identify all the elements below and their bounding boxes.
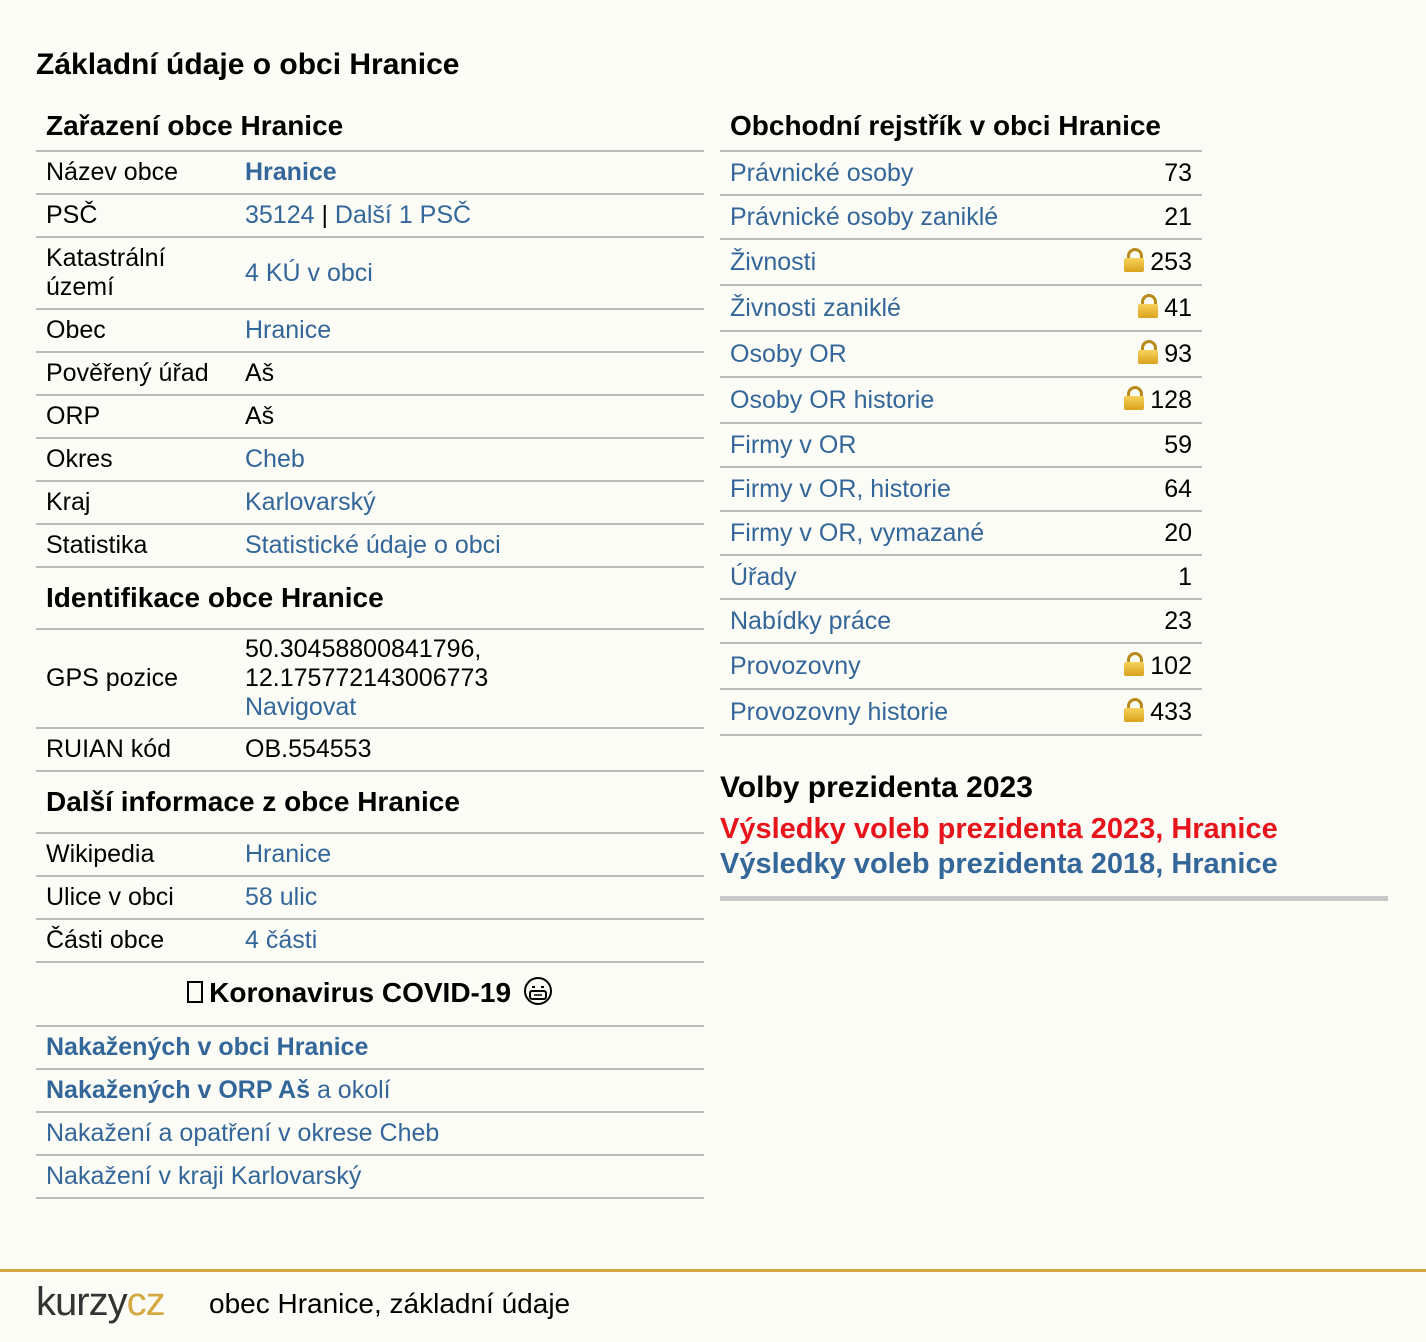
povereny-urad-value: Aš [235, 352, 704, 395]
table-row [36, 395, 704, 438]
row-label: Ulice v obci [36, 876, 235, 919]
more-psc-link[interactable]: Další 1 PSČ [334, 201, 472, 229]
missing-glyph-icon [187, 981, 203, 1003]
table-row [36, 1027, 704, 1069]
table-row [720, 195, 1202, 239]
okres-link[interactable]: Cheb [245, 445, 305, 473]
table-row [720, 423, 1202, 467]
row-label: Okres [36, 438, 235, 481]
section-heading-or: Obchodní rejstřík v obci Hranice [720, 100, 1202, 152]
table-row [36, 352, 704, 395]
face-mask-icon [523, 976, 553, 1006]
or-row-count: 20 [1164, 519, 1192, 547]
lock-icon [1138, 294, 1158, 318]
ulice-link[interactable]: 58 ulic [245, 883, 318, 911]
or-row-count: 128 [1150, 386, 1192, 414]
row-label: Pověřený úřad [36, 352, 235, 395]
or-table [720, 152, 1202, 736]
or-row-link[interactable]: Firmy v OR, vymazané [730, 519, 985, 547]
or-row-link[interactable]: Právnické osoby [730, 159, 914, 187]
or-row-link[interactable]: Právnické osoby zaniklé [730, 203, 999, 231]
table-row [720, 152, 1202, 195]
navigovat-link[interactable]: Navigovat [245, 693, 357, 721]
logo-part2: cz [126, 1280, 165, 1324]
or-row-count: 73 [1164, 159, 1192, 187]
row-label: Kraj [36, 481, 235, 524]
table-row [720, 285, 1202, 331]
left-column [36, 100, 704, 1199]
table-row [720, 689, 1202, 735]
gps-lat: 50.30458800841796, [245, 635, 482, 663]
lock-icon [1124, 698, 1144, 722]
casti-link[interactable]: 4 části [245, 926, 318, 954]
row-label: RUIAN kód [36, 728, 235, 771]
table-row [720, 511, 1202, 555]
table-row [36, 1112, 704, 1155]
or-row-count: 93 [1164, 340, 1192, 368]
table-row [36, 1069, 704, 1112]
table-row [36, 630, 704, 728]
table-row [36, 1155, 704, 1198]
section-heading-identifikace: Identifikace obce Hranice [36, 568, 704, 630]
or-row-count: 64 [1164, 475, 1192, 503]
row-label: PSČ [36, 194, 235, 237]
row-label: Wikipedia [36, 834, 235, 876]
or-row-link[interactable]: Živnosti zaniklé [730, 294, 901, 322]
logo-part1: kurzy [36, 1280, 127, 1324]
covid-table [36, 1027, 704, 1199]
or-row-link[interactable]: Živnosti [730, 248, 817, 276]
covid-heading [36, 963, 704, 1027]
covid-orp-link[interactable] [46, 1076, 391, 1104]
section-heading-zarazeni: Zařazení obce Hranice [36, 100, 704, 152]
table-row [720, 643, 1202, 689]
table-row [36, 152, 704, 194]
table-row [720, 377, 1202, 423]
covid-orp-rest: a okolí [310, 1076, 391, 1104]
lock-icon [1124, 386, 1144, 410]
lock-icon [1124, 652, 1144, 676]
volby-2023-link[interactable]: Výsledky voleb prezidenta 2023, Hranice [720, 813, 1278, 845]
row-label: Části obce [36, 919, 235, 962]
or-row-link[interactable]: Osoby OR historie [730, 386, 935, 414]
wikipedia-link[interactable]: Hranice [245, 840, 332, 868]
or-row-count: 1 [1178, 563, 1192, 591]
obec-name-link[interactable]: Hranice [245, 158, 337, 186]
table-row [720, 331, 1202, 377]
section-heading-dalsi: Další informace z obce Hranice [36, 772, 704, 834]
psc-link[interactable]: 35124 [245, 201, 315, 229]
or-row-link[interactable]: Firmy v OR [730, 431, 857, 459]
kraj-link[interactable]: Karlovarský [245, 488, 376, 516]
statistika-link[interactable]: Statistické údaje o obci [245, 531, 501, 559]
row-label: ORP [36, 395, 235, 438]
or-row-count: 59 [1164, 431, 1192, 459]
or-row-count: 433 [1150, 698, 1192, 726]
table-row [36, 237, 704, 309]
table-row [36, 194, 704, 237]
or-row-count: 23 [1164, 607, 1192, 635]
table-row [36, 481, 704, 524]
table-row [720, 467, 1202, 511]
table-row [36, 438, 704, 481]
table-row [720, 555, 1202, 599]
or-row-link[interactable]: Úřady [730, 563, 797, 591]
covid-orp-bold: Nakažených v ORP Aš [46, 1076, 311, 1104]
page-title: Základní údaje o obci Hranice [36, 48, 460, 81]
covid-kraj-link[interactable]: Nakažení v kraji Karlovarský [46, 1162, 362, 1190]
table-row [720, 239, 1202, 285]
lock-icon [1124, 248, 1144, 272]
gps-lon: 12.175772143006773 [245, 664, 489, 692]
or-row-link[interactable]: Firmy v OR, historie [730, 475, 951, 503]
orp-value: Aš [235, 395, 704, 438]
table-row [36, 919, 704, 962]
table-row [36, 728, 704, 771]
identifikace-table [36, 630, 704, 772]
divider [720, 896, 1388, 901]
volby-heading: Volby prezidenta 2023 [720, 771, 1033, 804]
lock-icon [1138, 340, 1158, 364]
footer-text: obec Hranice, základní údaje [209, 1288, 571, 1319]
row-label: Název obce [36, 152, 235, 194]
or-row-link[interactable]: Nabídky práce [730, 607, 892, 635]
covid-okres-link[interactable]: Nakažení a opatření v okrese Cheb [46, 1119, 440, 1147]
footer-divider [0, 1269, 1426, 1272]
or-row-count: 41 [1164, 294, 1192, 322]
row-label: GPS pozice [36, 630, 235, 728]
table-row [36, 309, 704, 352]
volby-2018-link[interactable]: Výsledky voleb prezidenta 2018, Hranice [720, 848, 1278, 880]
or-row-count: 253 [1150, 248, 1192, 276]
covid-obec-link[interactable]: Nakažených v obci Hranice [46, 1033, 369, 1061]
or-row-link[interactable]: Osoby OR [730, 340, 847, 368]
row-label: Statistika [36, 524, 235, 567]
ruian-value: OB.554553 [235, 728, 704, 771]
covid-heading-text: Koronavirus COVID-19 [209, 977, 512, 1008]
katastr-link[interactable]: 4 KÚ v obci [245, 258, 373, 287]
table-row [36, 524, 704, 567]
obec-link[interactable]: Hranice [245, 316, 332, 344]
dalsi-table [36, 834, 704, 963]
kurzy-logo[interactable] [36, 1280, 165, 1325]
or-row-count: 102 [1150, 652, 1192, 680]
or-row-link[interactable]: Provozovny [730, 652, 861, 680]
or-row-link[interactable]: Provozovny historie [730, 698, 949, 726]
table-row [36, 834, 704, 876]
row-label: Katastrální území [36, 237, 235, 309]
row-label: Obec [36, 309, 235, 352]
volby-section [720, 768, 1388, 901]
psc-separator: | [314, 201, 335, 229]
table-row [36, 876, 704, 919]
or-row-count: 21 [1164, 203, 1192, 231]
zarazeni-table [36, 152, 704, 568]
right-column [720, 100, 1202, 736]
table-row [720, 599, 1202, 643]
